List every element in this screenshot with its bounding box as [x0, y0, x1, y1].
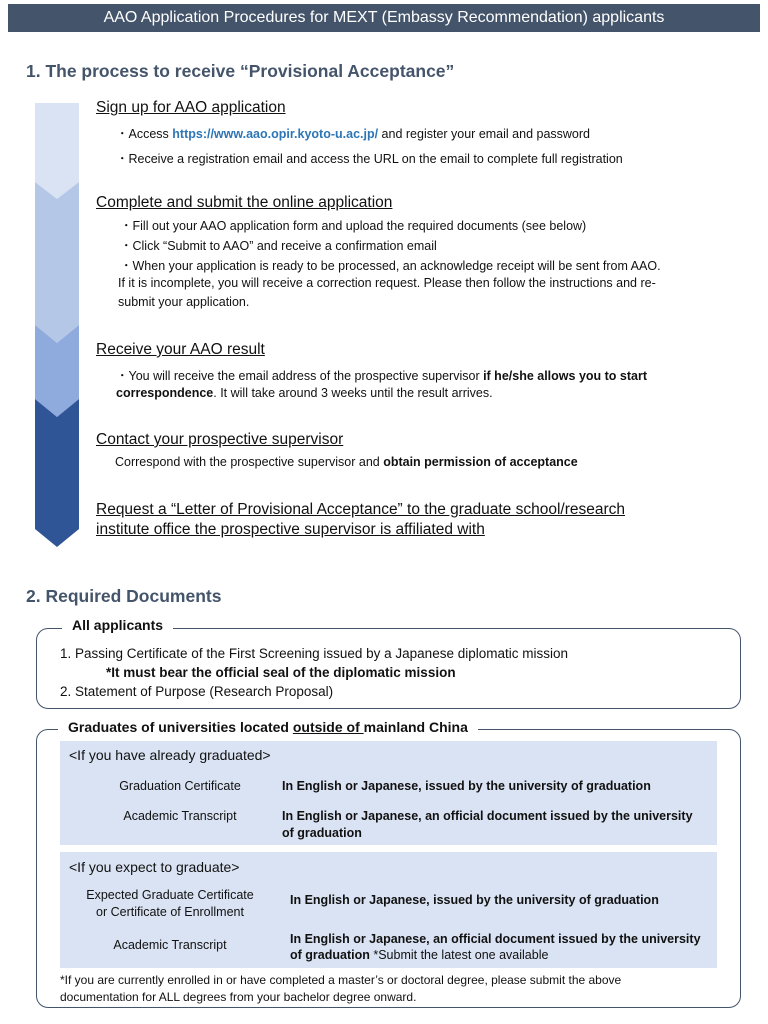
step-submit-line-5: submit your application. — [118, 295, 250, 309]
doc-academic-transcript-expect-desc-line-1: In English or Japanese, an official document issued by the university — [290, 932, 701, 946]
arrow-segment-2 — [35, 182, 79, 343]
expect-heading: <If you expect to graduate> — [69, 859, 240, 875]
step-signup-line-1: ・Access https://www.aao.opir.kyoto-u.ac.jp/ and register your email and password — [116, 127, 590, 141]
doc-academic-transcript-desc-line-1: In English or Japanese, an official document issued by the university — [282, 809, 693, 823]
all-applicants-item-2: 2. Statement of Purpose (Research Proposal) — [60, 684, 334, 699]
footnote-line-1: *If you are currently enrolled in or have completed a master’s or doctoral degree, please submit the above — [60, 973, 622, 987]
arrow-segment-4 — [35, 399, 79, 547]
document-title: AAO Application Procedures for MEXT (Embassy Recommendation) applicants — [8, 4, 760, 32]
doc-academic-transcript-desc-line-2: of graduation — [282, 826, 362, 840]
step-signup-title: Sign up for AAO application — [96, 99, 286, 116]
doc-expected-certificate-line-1: Expected Graduate Certificate — [86, 888, 254, 902]
doc-expected-certificate-desc: In English or Japanese, issued by the university of graduation — [290, 893, 659, 907]
all-applicants-item-1-note: *It must bear the official seal of the diplomatic mission — [106, 665, 456, 680]
aao-website-link[interactable]: https://www.aao.opir.kyoto-u.ac.jp/ — [172, 127, 379, 141]
step-submit-line-1: ・Fill out your AAO application form and upload the required documents (see below) — [120, 219, 587, 233]
graduates-label: Graduates of universities located outside of mainland China — [58, 719, 478, 735]
all-applicants-label: All applicants — [62, 617, 173, 633]
step-submit-line-3: ・When your application is ready to be processed, an acknowledge receipt will be sent from AAO. — [120, 259, 661, 273]
doc-academic-transcript: Academic Transcript — [123, 809, 237, 823]
doc-academic-transcript-expect-desc-line-2: of graduation *Submit the latest one available — [290, 948, 549, 962]
doc-graduation-certificate: Graduation Certificate — [119, 779, 241, 793]
doc-graduation-certificate-desc: In English or Japanese, issued by the university of graduation — [282, 779, 651, 793]
step-contact-line-1: Correspond with the prospective supervisor and obtain permission of acceptance — [115, 455, 578, 469]
step-contact-title: Contact your prospective supervisor — [96, 431, 344, 448]
section-documents-heading: 2. Required Documents — [26, 586, 222, 606]
step-signup-line-2: ・Receive a registration email and access the URL on the email to complete full registration — [116, 152, 623, 166]
step-result-line-2: correspondence. It will take around 3 weeks until the result arrives. — [116, 386, 493, 400]
process-arrow — [35, 103, 79, 547]
step-submit-line-2: ・Click “Submit to AAO” and receive a confirmation email — [120, 239, 437, 253]
doc-expected-certificate-line-2: or Certificate of Enrollment — [96, 905, 244, 919]
step-result-line-1: ・You will receive the email address of the prospective supervisor if he/she allows you to start — [116, 369, 648, 383]
footnote-line-2: documentation for ALL degrees from your bachelor degree onward. — [60, 990, 417, 1004]
step-submit-line-4: If it is incomplete, you will receive a correction request. Please then follow the instructions and re- — [118, 276, 656, 290]
graduated-heading: <If you have already graduated> — [69, 747, 271, 763]
step-submit-title: Complete and submit the online application — [96, 194, 393, 211]
section-process-heading: 1. The process to receive “Provisional Acceptance” — [26, 61, 455, 81]
step-result-title: Receive your AAO result — [96, 341, 265, 358]
step-request-title-line-2: institute office the prospective supervisor is affiliated with — [96, 521, 485, 538]
arrow-segment-1 — [35, 103, 79, 199]
all-applicants-item-1: 1. Passing Certificate of the First Screening issued by a Japanese diplomatic mission — [60, 646, 568, 661]
doc-academic-transcript-expect: Academic Transcript — [113, 938, 227, 952]
step-request-title-line-1: Request a “Letter of Provisional Acceptance” to the graduate school/research — [96, 501, 626, 518]
